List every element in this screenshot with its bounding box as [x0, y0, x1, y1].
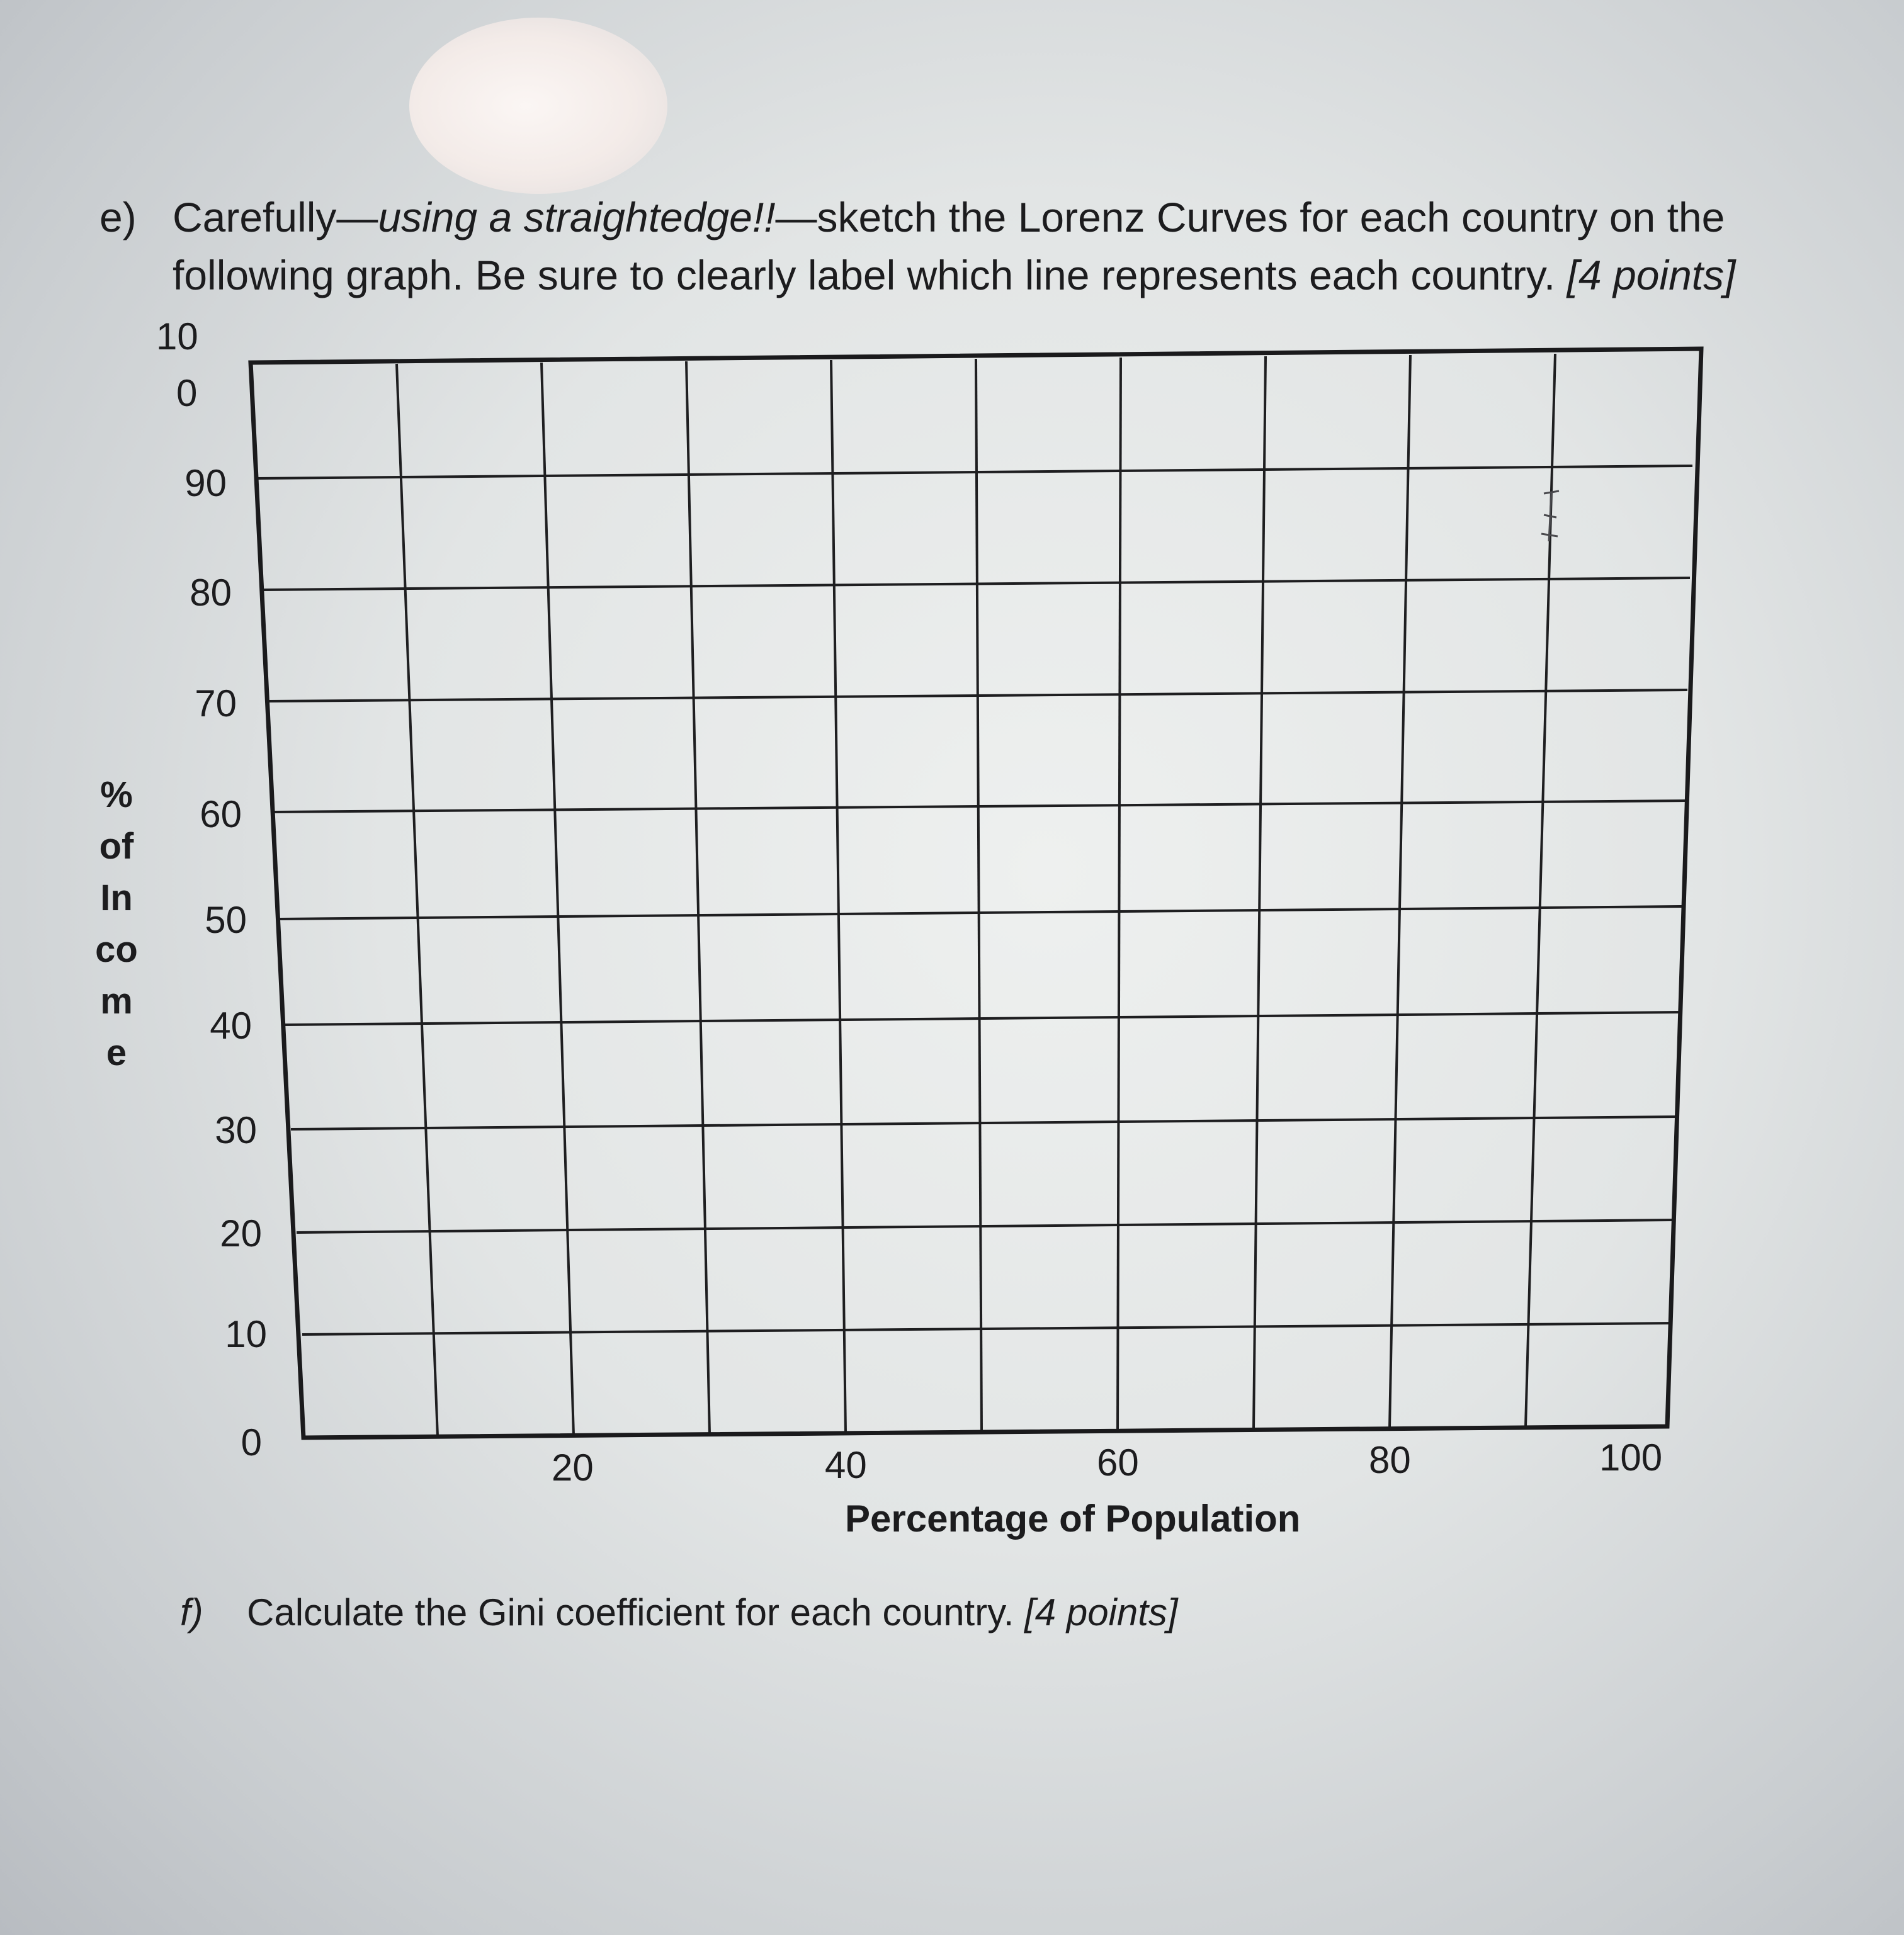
y-axis-label-part: In [100, 877, 133, 918]
y-tick-40: 40 [210, 1005, 252, 1047]
grid-hline [291, 1117, 1677, 1129]
y-tick-50: 50 [205, 899, 247, 941]
grid-hline [285, 1012, 1680, 1025]
y-tick-30: 30 [215, 1109, 257, 1151]
question-f-text: Calculate the Gini coefficient for each country. [247, 1591, 1025, 1633]
y-axis-label-part: of [99, 826, 134, 867]
y-tick-10: 10 [225, 1313, 267, 1355]
pencil-mark [1541, 491, 1559, 541]
x-tick-100: 100 [1599, 1436, 1663, 1479]
y-tick-20: 20 [220, 1212, 262, 1255]
x-tick-60: 60 [1097, 1441, 1139, 1484]
y-tick-70: 70 [195, 682, 237, 725]
grid-vline [397, 364, 438, 1436]
question-f-points: [4 points] [1024, 1591, 1178, 1633]
y-axis-label-part: % [100, 774, 133, 815]
grid-vline [1118, 358, 1121, 1430]
grid-vline [1254, 356, 1266, 1429]
x-tick-40: 40 [825, 1444, 867, 1486]
grid-vline [831, 360, 846, 1433]
question-f-letter: f) [180, 1591, 203, 1633]
y-axis-label-part: m [100, 981, 133, 1022]
question-f [180, 1591, 1178, 1633]
grid-hline [297, 1220, 1675, 1233]
y-tick-0: 0 [241, 1421, 262, 1464]
y-tick-100-part1: 10 [156, 315, 198, 358]
y-tick-80: 80 [190, 572, 232, 614]
grid-vline [541, 363, 574, 1435]
y-axis-label-part: co [95, 929, 138, 970]
question-e-points: [4 points] [1567, 252, 1736, 298]
grid-hline [280, 906, 1682, 919]
question-e-letter: e) [99, 194, 137, 240]
grid-hline [302, 1323, 1672, 1334]
y-tick-60: 60 [200, 793, 242, 835]
question-e-text-end: —sketch the Lorenz Curves for each country on the [775, 194, 1725, 240]
question-e-line2-text: following graph. Be sure to clearly label which line represents each country. [173, 252, 1567, 298]
grid-vline [686, 361, 710, 1434]
x-tick-80: 80 [1369, 1439, 1411, 1481]
y-axis-label-part: e [106, 1032, 127, 1073]
question-e-text-start: Carefully— [173, 194, 378, 240]
y-tick-100-part2: 0 [176, 372, 198, 414]
grid-vline [1390, 355, 1410, 1428]
y-tick-90: 90 [184, 462, 227, 504]
grid-hline [257, 466, 1692, 478]
grid-vline [976, 359, 982, 1431]
grid-lines [257, 354, 1692, 1436]
question-e-emphasis: using a straightedge!! [378, 194, 776, 240]
x-tick-20: 20 [552, 1447, 594, 1489]
x-axis-label: Percentage of Population [845, 1498, 1301, 1540]
